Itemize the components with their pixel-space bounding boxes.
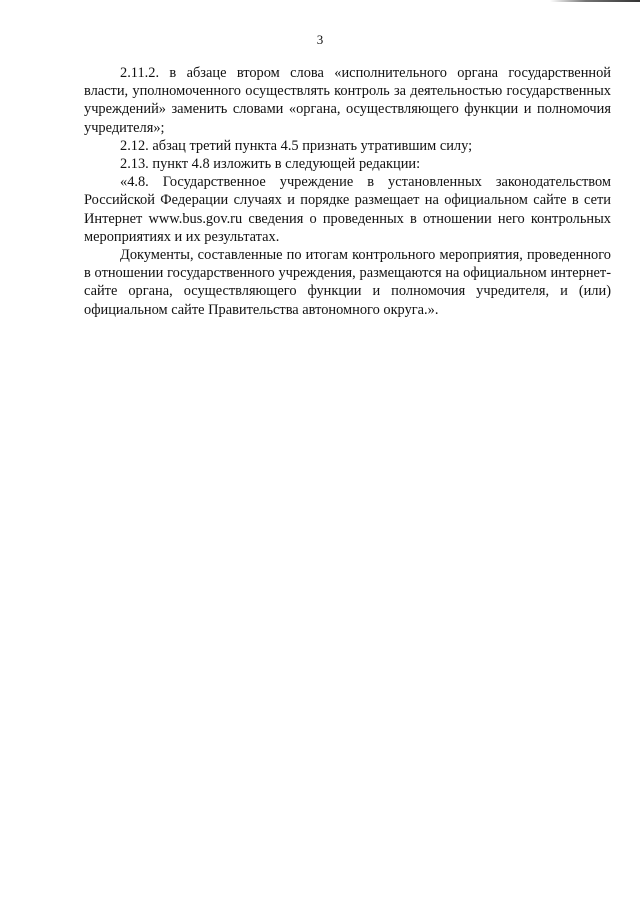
paragraph-2-11-2: 2.11.2. в абзаце втором слова «исполнительного органа государственной власти, уполномоченного осуществлять контроль за деятельностью государственных учреждений» заменить словами «органа, осуществляющего функции и полномочия учредителя»; [84, 65, 611, 136]
scan-edge-mark [550, 0, 640, 2]
paragraph-2-13: 2.13. пункт 4.8 изложить в следующей редакции: [120, 156, 421, 173]
paragraph-4-8: «4.8. Государственное учреждение в установленных законодательством Российской Федерации случаях и порядке размещает на официальном сайте в сети Интернет www.bus.gov.ru сведения о проведенных в отношении него контрольных мероприятиях и их результатах. [84, 174, 611, 245]
document-body [84, 64, 611, 319]
paragraph-2-12: 2.12. абзац третий пункта 4.5 признать утратившим силу; [120, 137, 473, 154]
paragraph-documents: Документы, составленные по итогам контрольного мероприятия, проведенного в отношении государственного учреждения, размещаются на официальном интернет-сайте органа, осуществляющего функции и полномочия учредителя, и (или) официальном сайте Правительства автономного округа.». [84, 247, 611, 318]
page-number: 3 [316, 32, 324, 47]
